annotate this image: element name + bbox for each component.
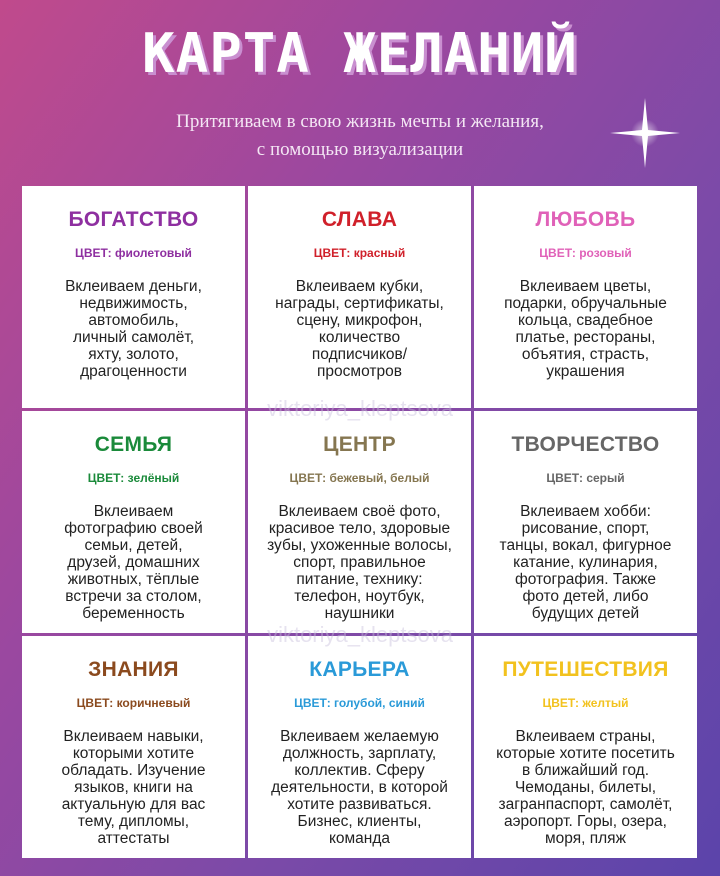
subtitle-line-2: с помощью визуализации bbox=[256, 139, 464, 160]
sector-color-label: ЦВЕТ: зелёный bbox=[87, 471, 180, 485]
sector-title: СЕМЬЯ bbox=[94, 433, 173, 456]
sector-cell bbox=[248, 636, 471, 858]
sector-description: Вклеиваем фотографию своей семьи, детей, друзей, домашних животных, тёплые встречи за столом, беременность bbox=[64, 503, 203, 622]
sector-color-label: ЦВЕТ: красный bbox=[313, 246, 406, 260]
sector-cell bbox=[474, 636, 697, 858]
sector-cell bbox=[22, 411, 245, 633]
sector-color-label: ЦВЕТ: коричневый bbox=[76, 696, 191, 710]
sector-description: Вклеиваем деньги, недвижимость, автомобиль, личный самолёт, яхту, золото, драгоценности bbox=[65, 278, 202, 380]
sparkle-star-icon bbox=[610, 98, 680, 168]
sector-cell bbox=[248, 411, 471, 633]
sector-description: Вклеиваем желаемую должность, зарплату, коллектив. Сферу деятельности, в которой хотите развиваться. Бизнес, клиенты, команда bbox=[271, 728, 448, 847]
sector-title: ЗНАНИЯ bbox=[88, 658, 179, 681]
sector-title: БОГАТСТВО bbox=[68, 208, 199, 231]
sector-cell bbox=[474, 186, 697, 408]
watermark: viktoriya_kleptsova bbox=[267, 622, 453, 647]
sector-title: ПУТЕШЕСТВИЯ bbox=[502, 658, 669, 681]
subtitle-line-1: Притягиваем в свою жизнь мечты и желания, bbox=[176, 111, 544, 132]
sector-description: Вклеиваем своё фото, красивое тело, здоровые зубы, ухоженные волосы, спорт, правильное питание, технику: телефон, ноутбук, наушники bbox=[267, 503, 452, 622]
sector-cell bbox=[22, 186, 245, 408]
page-title: КАРТА ЖЕЛАНИЙ bbox=[142, 22, 578, 85]
sector-color-label: ЦВЕТ: серый bbox=[546, 471, 625, 485]
sector-title: ТВОРЧЕСТВО bbox=[511, 433, 660, 456]
sector-cell bbox=[22, 636, 245, 858]
sector-color-label: ЦВЕТ: фиолетовый bbox=[75, 246, 192, 260]
sector-description: Вклеиваем цветы, подарки, обручальные кольца, свадебное платье, рестораны, объятия, страсть, украшения bbox=[504, 278, 667, 380]
sector-description: Вклеиваем страны, которые хотите посетить в ближайший год. Чемоданы, билеты, загранпаспорт, самолёт, аэропорт. Горы, озера, моря, пляж bbox=[496, 728, 675, 847]
sector-cell bbox=[474, 411, 697, 633]
sector-cell bbox=[248, 186, 471, 408]
watermark: viktoriya_kleptsova bbox=[267, 396, 453, 421]
sector-description: Вклеиваем навыки, которыми хотите обладать. Изучение языков, книги на актуальную для вас тему, дипломы, аттестаты bbox=[61, 728, 206, 847]
sector-color-label: ЦВЕТ: желтый bbox=[542, 696, 629, 710]
wish-map-grid bbox=[22, 186, 697, 860]
sector-description: Вклеиваем хобби: рисование, спорт, танцы, вокал, фигурное катание, кулинария, фотография. Также фото детей, либо будущих детей bbox=[499, 503, 672, 622]
sector-title: ЛЮБОВЬ bbox=[535, 208, 636, 231]
sector-color-label: ЦВЕТ: бежевый, белый bbox=[289, 471, 430, 485]
sector-color-label: ЦВЕТ: розовый bbox=[539, 246, 632, 260]
sector-title: КАРЬЕРА bbox=[309, 658, 410, 681]
sector-title: ЦЕНТР bbox=[323, 433, 396, 456]
sector-color-label: ЦВЕТ: голубой, синий bbox=[294, 696, 425, 710]
sector-description: Вклеиваем кубки, награды, сертификаты, сцену, микрофон, количество подписчиков/ просмотров bbox=[275, 278, 444, 380]
sector-title: СЛАВА bbox=[321, 208, 398, 231]
